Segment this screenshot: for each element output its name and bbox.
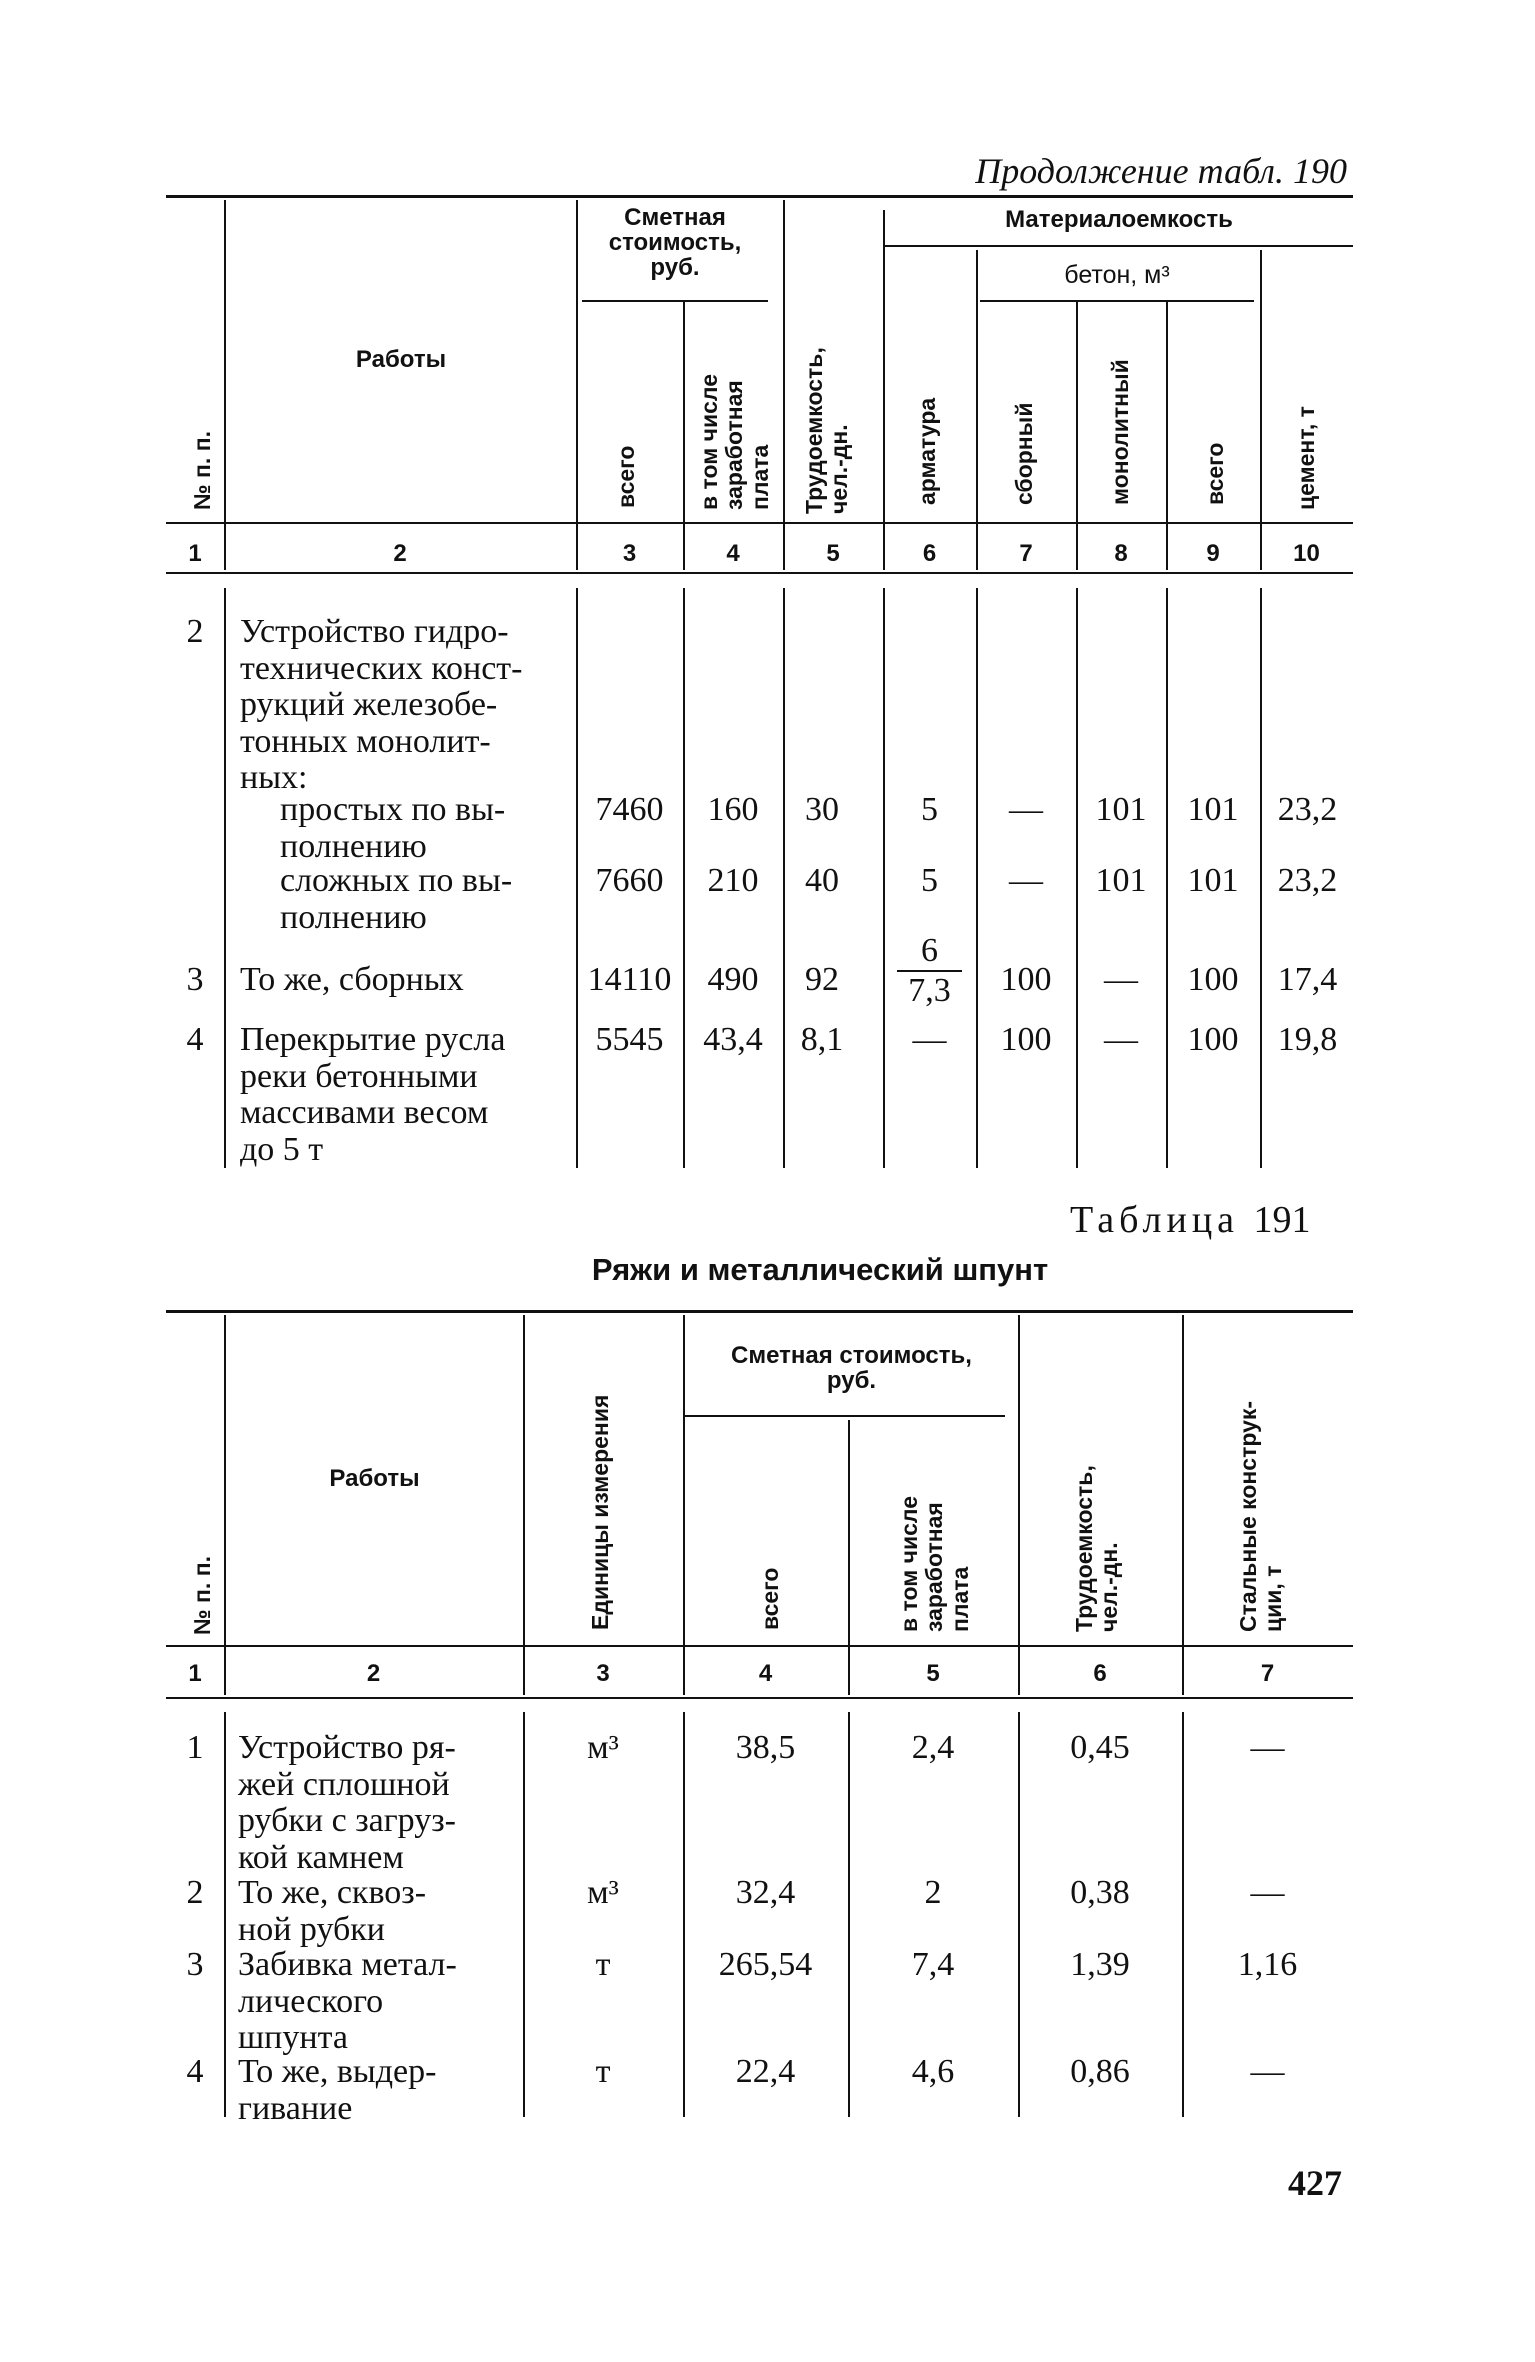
cost-total: 38,5 (735, 1729, 796, 1766)
row-number: 1 (186, 1729, 204, 1766)
work-description: Устройство ря- жей сплошной рубки с загруз- кой камнем (238, 1729, 456, 1876)
labor: 8,1 (800, 1021, 844, 1058)
unit: т (595, 1946, 611, 1983)
table-191-title: Ряжи и металлический шпунт (591, 1252, 1049, 1287)
cost-wages: 7,4 (911, 1946, 955, 1983)
steel-structures: 1,16 (1237, 1946, 1298, 1983)
t190-header-cement: цемент, т (1293, 406, 1319, 510)
t190-colnum-4: 4 (726, 540, 740, 567)
cost-total: 32,4 (735, 1874, 796, 1911)
rebar-fraction (883, 932, 976, 1010)
concrete-total: 100 (1187, 961, 1239, 998)
steel-structures: — (1250, 2053, 1285, 2090)
cement: 23,2 (1277, 791, 1338, 828)
cost-wages: 4,6 (911, 2053, 955, 2090)
t190-header-no: № п. п. (189, 431, 215, 510)
rebar: 5 (921, 862, 938, 899)
cost-total: 14110 (587, 961, 672, 998)
cost-total: 265,54 (718, 1946, 813, 1983)
t190-header-concrete-total: всего (1202, 442, 1228, 505)
cost-total: 7660 (595, 862, 664, 899)
table-190-caption: Продолжение табл. 190 (975, 151, 1347, 191)
row-number: 4 (186, 2053, 204, 2090)
t190-header-concrete-group: бетон, м³ (1064, 261, 1170, 289)
t191-header-labor: Трудоемкость, чел.-дн. (1071, 1465, 1123, 1632)
t190-header-precast: сборный (1011, 402, 1037, 505)
t191-colnum-6: 6 (1093, 1660, 1107, 1687)
work-description: простых по вы- полнению (280, 791, 506, 865)
cost-wages: 43,4 (703, 1021, 763, 1058)
cost-total: 22,4 (735, 2053, 796, 2090)
row-number: 2 (186, 613, 204, 650)
unit: м³ (587, 1874, 619, 1911)
concrete-monolithic: — (1104, 1021, 1138, 1058)
labor: 92 (805, 961, 839, 998)
concrete-precast: 100 (1000, 1021, 1052, 1058)
t190-colnum-10: 10 (1293, 540, 1320, 567)
labor: 40 (805, 862, 839, 899)
cost-wages: 160 (707, 791, 759, 828)
t191-header-cost-wages: в том числе заработная плата (896, 1495, 973, 1632)
t190-header-cost-total: всего (613, 445, 639, 508)
rebar-denominator: 7,3 (908, 972, 951, 1009)
work-description: Устройство гидро- технических конст- рукций железобе- тонных монолит- ных: (240, 613, 523, 796)
t190-header-monolithic: монолитный (1107, 359, 1133, 505)
t191-colnum-5: 5 (926, 1660, 940, 1687)
row-number: 3 (186, 1946, 204, 1983)
t190-header-cost-group: Сметная стоимость, руб. (608, 204, 742, 282)
cost-total: 7460 (595, 791, 664, 828)
t191-header-no: № п. п. (189, 1556, 215, 1635)
t191-colnum-4: 4 (758, 1660, 773, 1687)
row-number: 2 (186, 1874, 204, 1911)
row-number: 3 (186, 961, 204, 998)
cement: 17,4 (1277, 961, 1338, 998)
t191-header-cost-total: всего (757, 1567, 783, 1630)
labor: 0,45 (1070, 1729, 1130, 1766)
rebar: 5 (921, 791, 938, 828)
concrete-total: 100 (1187, 1021, 1239, 1058)
row-number: 4 (186, 1021, 204, 1058)
t191-colnum-2: 2 (366, 1660, 381, 1687)
labor: 1,39 (1070, 1946, 1130, 1983)
concrete-precast: — (1009, 862, 1043, 899)
t191-header-works: Работы (329, 1465, 420, 1492)
cost-wages: 490 (707, 961, 759, 998)
cement: 19,8 (1277, 1021, 1338, 1058)
t190-header-works: Работы (355, 346, 447, 373)
steel-structures: — (1250, 1729, 1285, 1766)
t190-colnum-2: 2 (393, 540, 407, 567)
t191-header-unit: Единицы измерения (587, 1394, 613, 1630)
concrete-precast: — (1009, 791, 1043, 828)
rebar: — (912, 1021, 947, 1058)
t191-colnum-1: 1 (188, 1660, 202, 1687)
steel-structures: — (1250, 1874, 1285, 1911)
t190-colnum-5: 5 (826, 540, 840, 567)
labor: 30 (805, 791, 839, 828)
unit: м³ (587, 1729, 619, 1766)
work-description: То же, сборных (240, 961, 464, 998)
concrete-monolithic: 101 (1095, 791, 1147, 828)
table-191-label: Таблица 191 (1070, 1199, 1311, 1241)
work-description: Перекрытие русла реки бетонными массивами весом до 5 т (240, 1021, 506, 1168)
concrete-monolithic: — (1104, 961, 1138, 998)
rebar-numerator: 6 (921, 932, 938, 969)
cost-wages: 2,4 (911, 1729, 955, 1766)
work-description: Забивка метал- лического шпунта (238, 1946, 457, 2056)
t190-colnum-3: 3 (622, 540, 637, 567)
cost-wages: 2 (924, 1874, 942, 1911)
t191-colnum-7: 7 (1260, 1660, 1275, 1687)
concrete-precast: 100 (1000, 961, 1052, 998)
concrete-total: 101 (1187, 862, 1239, 899)
cost-total: 5545 (595, 1021, 664, 1058)
labor: 0,86 (1070, 2053, 1130, 2090)
unit: т (595, 2053, 611, 2090)
t190-colnum-9: 9 (1206, 540, 1220, 567)
t191-header-cost-group: Сметная стоимость, руб. (731, 1342, 972, 1395)
t190-colnum-7: 7 (1019, 540, 1033, 567)
page-number: 427 (1288, 2163, 1342, 2203)
t190-colnum-1: 1 (188, 540, 202, 567)
cost-wages: 210 (707, 862, 759, 899)
work-description: То же, сквоз- ной рубки (238, 1874, 427, 1948)
t191-header-steel: Стальные конструк- ции, т (1235, 1400, 1287, 1632)
t190-header-labor: Трудоемкость, чел.-дн. (801, 347, 853, 514)
t190-colnum-8: 8 (1114, 540, 1128, 567)
t190-colnum-6: 6 (922, 540, 937, 567)
t191-colnum-3: 3 (596, 1660, 610, 1687)
work-description: сложных по вы- полнению (280, 862, 513, 936)
labor: 0,38 (1070, 1874, 1130, 1911)
concrete-monolithic: 101 (1095, 862, 1147, 899)
concrete-total: 101 (1187, 791, 1239, 828)
cement: 23,2 (1277, 862, 1338, 899)
t190-header-cost-wages: в том числе заработная плата (696, 373, 773, 510)
t190-header-rebar: арматура (914, 397, 940, 505)
t190-header-material-group: Материалоемкость (1005, 206, 1233, 233)
work-description: То же, выдер- гивание (238, 2053, 437, 2127)
